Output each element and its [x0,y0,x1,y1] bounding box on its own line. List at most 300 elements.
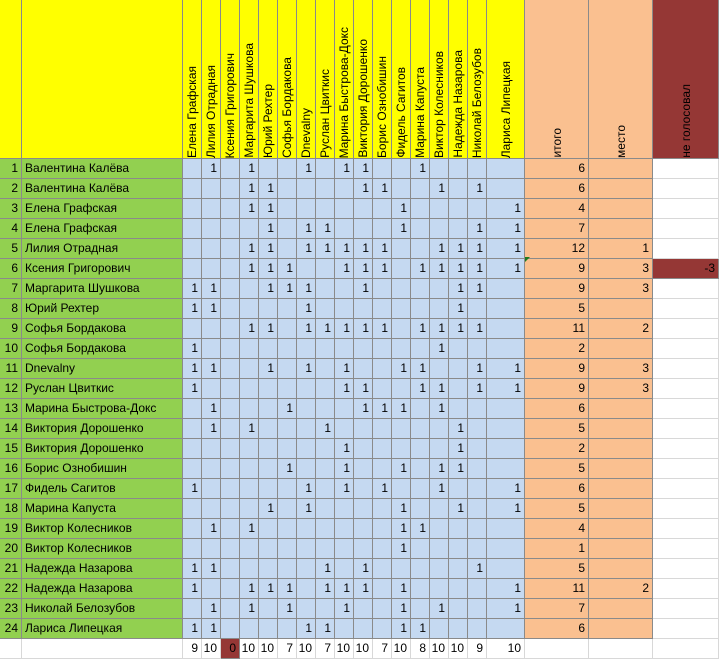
vote-cell[interactable] [449,579,468,599]
vote-cell[interactable] [487,339,525,359]
row-number[interactable]: 22 [0,579,22,599]
vote-cell[interactable] [259,299,278,319]
vote-cell[interactable] [259,559,278,579]
footer-count-cell[interactable]: 10 [449,639,468,659]
vote-cell[interactable]: 1 [278,579,297,599]
voter-header-11[interactable] [354,0,373,159]
vote-cell[interactable] [487,319,525,339]
vote-cell[interactable] [430,159,449,179]
vote-cell[interactable] [487,559,525,579]
vote-cell[interactable]: 1 [183,299,202,319]
vote-cell[interactable] [259,479,278,499]
vote-cell[interactable] [240,459,259,479]
vote-cell[interactable]: 1 [335,439,354,459]
vote-cell[interactable] [487,519,525,539]
vote-cell[interactable]: 1 [487,479,525,499]
row-number[interactable]: 12 [0,379,22,399]
total-cell[interactable]: 5 [525,499,589,519]
vote-cell[interactable] [240,339,259,359]
vote-cell[interactable]: 1 [487,579,525,599]
vote-cell[interactable] [373,439,392,459]
vote-cell[interactable]: 1 [202,599,221,619]
vote-cell[interactable] [468,159,487,179]
row-number[interactable]: 13 [0,399,22,419]
total-cell[interactable]: 9 [525,279,589,299]
footer-count-cell[interactable]: 10 [297,639,316,659]
vote-cell[interactable] [297,599,316,619]
vote-cell[interactable] [468,539,487,559]
vote-cell[interactable]: 1 [354,159,373,179]
vote-cell[interactable]: 1 [411,159,430,179]
row-name[interactable]: Елена Графская [22,219,183,239]
vote-cell[interactable] [278,539,297,559]
vote-cell[interactable] [449,339,468,359]
vote-cell[interactable] [316,539,335,559]
vote-cell[interactable] [411,439,430,459]
vote-cell[interactable]: 1 [430,479,449,499]
vote-cell[interactable] [487,179,525,199]
vote-cell[interactable] [487,419,525,439]
vote-cell[interactable] [297,179,316,199]
place-cell[interactable]: 2 [589,319,653,339]
vote-cell[interactable] [468,339,487,359]
footer-count-cell[interactable]: 7 [278,639,297,659]
vote-cell[interactable] [183,499,202,519]
place-cell[interactable]: 2 [589,579,653,599]
vote-cell[interactable] [221,579,240,599]
vote-cell[interactable] [354,519,373,539]
vote-cell[interactable]: 1 [449,319,468,339]
vote-cell[interactable] [278,419,297,439]
footer-count-cell[interactable]: 10 [240,639,259,659]
vote-cell[interactable]: 1 [297,239,316,259]
not-voted-cell[interactable] [653,579,719,599]
place-cell[interactable] [589,339,653,359]
vote-cell[interactable] [259,379,278,399]
total-cell[interactable]: 1 [525,539,589,559]
vote-cell[interactable] [449,559,468,579]
vote-cell[interactable] [392,559,411,579]
row-name[interactable]: Марина Капуста [22,499,183,519]
total-cell[interactable]: 5 [525,559,589,579]
vote-cell[interactable] [278,199,297,219]
row-name[interactable]: Лилия Отрадная [22,239,183,259]
vote-cell[interactable]: 1 [183,579,202,599]
vote-cell[interactable] [449,539,468,559]
vote-cell[interactable]: 1 [259,279,278,299]
vote-cell[interactable] [468,479,487,499]
vote-cell[interactable] [430,419,449,439]
vote-cell[interactable] [240,359,259,379]
vote-cell[interactable]: 1 [259,259,278,279]
vote-cell[interactable] [411,559,430,579]
place-cell[interactable] [589,439,653,459]
vote-cell[interactable]: 1 [183,339,202,359]
row-number[interactable]: 4 [0,219,22,239]
vote-cell[interactable]: 1 [278,259,297,279]
vote-cell[interactable]: 1 [278,399,297,419]
vote-cell[interactable] [411,599,430,619]
footer-empty[interactable] [653,639,719,659]
voter-header-4[interactable] [221,0,240,159]
not-voted-cell[interactable] [653,539,719,559]
vote-cell[interactable] [354,539,373,559]
vote-cell[interactable]: 1 [449,499,468,519]
vote-cell[interactable]: 1 [430,239,449,259]
vote-cell[interactable] [373,359,392,379]
vote-cell[interactable] [240,479,259,499]
vote-cell[interactable] [221,179,240,199]
vote-cell[interactable]: 1 [316,559,335,579]
footer-count-cell[interactable]: 10 [392,639,411,659]
vote-cell[interactable]: 1 [487,219,525,239]
vote-cell[interactable]: 1 [430,599,449,619]
vote-cell[interactable] [373,459,392,479]
vote-cell[interactable] [202,219,221,239]
vote-cell[interactable] [392,319,411,339]
vote-cell[interactable]: 1 [240,179,259,199]
vote-cell[interactable] [316,439,335,459]
not-voted-cell[interactable] [653,339,719,359]
vote-cell[interactable] [449,519,468,539]
vote-cell[interactable]: 1 [202,419,221,439]
voter-header-16[interactable] [449,0,468,159]
vote-cell[interactable] [221,459,240,479]
vote-cell[interactable] [487,279,525,299]
vote-cell[interactable] [259,599,278,619]
vote-cell[interactable] [468,399,487,419]
place-cell[interactable] [589,299,653,319]
vote-cell[interactable]: 1 [202,359,221,379]
vote-cell[interactable]: 1 [430,259,449,279]
row-name[interactable]: Виктор Колесников [22,519,183,539]
row-name[interactable]: Руслан Цвиткис [22,379,183,399]
vote-cell[interactable] [183,419,202,439]
vote-cell[interactable] [411,539,430,559]
vote-cell[interactable] [278,439,297,459]
place-cell[interactable] [589,179,653,199]
vote-cell[interactable] [430,219,449,239]
vote-cell[interactable] [297,399,316,419]
vote-cell[interactable] [411,279,430,299]
vote-cell[interactable]: 1 [354,579,373,599]
vote-cell[interactable] [202,479,221,499]
vote-cell[interactable] [259,159,278,179]
vote-cell[interactable] [316,399,335,419]
vote-cell[interactable]: 1 [297,299,316,319]
footer-empty[interactable] [0,639,22,659]
place-cell[interactable]: 3 [589,379,653,399]
vote-cell[interactable] [278,519,297,539]
row-number[interactable]: 15 [0,439,22,459]
vote-cell[interactable]: 1 [335,479,354,499]
vote-cell[interactable] [316,179,335,199]
vote-cell[interactable]: 1 [335,259,354,279]
row-number[interactable]: 8 [0,299,22,319]
vote-cell[interactable] [354,299,373,319]
vote-cell[interactable]: 1 [335,359,354,379]
vote-cell[interactable]: 1 [335,599,354,619]
vote-cell[interactable] [316,359,335,379]
vote-cell[interactable] [221,219,240,239]
vote-cell[interactable]: 1 [449,459,468,479]
voter-header-3[interactable] [202,0,221,159]
vote-cell[interactable] [278,219,297,239]
vote-cell[interactable] [316,159,335,179]
vote-cell[interactable] [354,219,373,239]
vote-cell[interactable] [297,259,316,279]
vote-cell[interactable] [468,459,487,479]
vote-cell[interactable] [221,279,240,299]
vote-cell[interactable]: 1 [183,359,202,379]
total-cell[interactable]: 9 [525,359,589,379]
vote-cell[interactable] [392,239,411,259]
vote-cell[interactable] [411,419,430,439]
vote-cell[interactable] [316,599,335,619]
row-name[interactable]: Маргарита Шушкова [22,279,183,299]
vote-cell[interactable]: 1 [316,619,335,639]
vote-cell[interactable] [468,599,487,619]
vote-cell[interactable]: 1 [240,239,259,259]
footer-empty[interactable] [525,639,589,659]
vote-cell[interactable] [411,479,430,499]
vote-cell[interactable] [335,499,354,519]
total-cell[interactable]: 9 [525,379,589,399]
row-number[interactable]: 21 [0,559,22,579]
vote-cell[interactable]: 1 [335,459,354,479]
vote-cell[interactable] [297,459,316,479]
vote-cell[interactable] [316,379,335,399]
vote-cell[interactable] [240,439,259,459]
vote-cell[interactable] [221,599,240,619]
vote-cell[interactable] [221,359,240,379]
place-header[interactable] [589,0,653,159]
not-voted-cell[interactable] [653,359,719,379]
vote-cell[interactable] [316,459,335,479]
total-header[interactable] [525,0,589,159]
not-voted-cell[interactable] [653,559,719,579]
total-cell[interactable]: 2 [525,339,589,359]
vote-cell[interactable] [221,259,240,279]
row-name[interactable]: Николай Белозубов [22,599,183,619]
footer-count-cell[interactable]: 10 [430,639,449,659]
vote-cell[interactable] [468,199,487,219]
vote-cell[interactable] [468,579,487,599]
vote-cell[interactable]: 1 [430,339,449,359]
vote-cell[interactable]: 1 [373,479,392,499]
vote-cell[interactable]: 1 [335,239,354,259]
vote-cell[interactable] [373,219,392,239]
vote-cell[interactable] [449,379,468,399]
vote-cell[interactable] [316,479,335,499]
vote-cell[interactable] [183,439,202,459]
total-cell[interactable]: 7 [525,219,589,239]
vote-cell[interactable] [373,599,392,619]
not-voted-cell[interactable] [653,319,719,339]
corner-cell[interactable] [0,0,22,159]
voter-header-2[interactable] [183,0,202,159]
vote-cell[interactable] [373,279,392,299]
footer-count-cell[interactable]: 10 [354,639,373,659]
vote-cell[interactable] [240,559,259,579]
vote-cell[interactable] [487,459,525,479]
not-voted-cell[interactable] [653,599,719,619]
vote-cell[interactable]: 1 [430,319,449,339]
vote-cell[interactable]: 1 [430,379,449,399]
place-cell[interactable] [589,219,653,239]
row-name[interactable]: Борис Ознобишин [22,459,183,479]
vote-cell[interactable] [259,519,278,539]
vote-cell[interactable] [373,539,392,559]
vote-cell[interactable] [221,439,240,459]
vote-cell[interactable] [468,499,487,519]
vote-cell[interactable] [202,259,221,279]
voter-header-18[interactable] [487,0,525,159]
place-cell[interactable] [589,519,653,539]
vote-cell[interactable] [278,499,297,519]
not-voted-cell[interactable] [653,619,719,639]
vote-cell[interactable] [316,199,335,219]
vote-cell[interactable]: 1 [240,259,259,279]
vote-cell[interactable] [354,599,373,619]
row-name[interactable]: Марина Быстрова-Докс [22,399,183,419]
vote-cell[interactable] [449,399,468,419]
vote-cell[interactable]: 1 [487,379,525,399]
vote-cell[interactable] [449,219,468,239]
vote-cell[interactable]: 1 [278,459,297,479]
vote-cell[interactable] [221,199,240,219]
vote-cell[interactable] [411,459,430,479]
vote-cell[interactable]: 1 [392,619,411,639]
vote-cell[interactable]: 1 [335,379,354,399]
vote-cell[interactable]: 1 [392,199,411,219]
footer-count-cell[interactable]: 10 [487,639,525,659]
vote-cell[interactable] [487,159,525,179]
place-cell[interactable] [589,539,653,559]
vote-cell[interactable] [468,439,487,459]
vote-cell[interactable] [316,279,335,299]
place-cell[interactable]: 3 [589,359,653,379]
vote-cell[interactable]: 1 [202,159,221,179]
vote-cell[interactable] [278,179,297,199]
row-number[interactable]: 14 [0,419,22,439]
total-cell[interactable]: 9 [525,259,589,279]
vote-cell[interactable] [183,539,202,559]
vote-cell[interactable]: 1 [240,419,259,439]
footer-count-cell[interactable]: 7 [316,639,335,659]
voter-header-12[interactable] [373,0,392,159]
vote-cell[interactable] [183,519,202,539]
vote-cell[interactable] [468,419,487,439]
vote-cell[interactable] [392,479,411,499]
vote-cell[interactable] [183,219,202,239]
vote-cell[interactable] [373,519,392,539]
vote-cell[interactable]: 1 [392,519,411,539]
vote-cell[interactable] [297,439,316,459]
vote-cell[interactable] [259,459,278,479]
vote-cell[interactable] [487,399,525,419]
vote-cell[interactable]: 1 [297,359,316,379]
vote-cell[interactable] [297,379,316,399]
vote-cell[interactable]: 1 [430,459,449,479]
vote-cell[interactable] [430,539,449,559]
vote-cell[interactable] [278,159,297,179]
vote-cell[interactable] [373,559,392,579]
footer-count-cell[interactable]: 7 [373,639,392,659]
vote-cell[interactable] [411,199,430,219]
vote-cell[interactable] [297,199,316,219]
vote-cell[interactable] [202,499,221,519]
not-voted-cell[interactable] [653,219,719,239]
not-voted-cell[interactable] [653,479,719,499]
vote-cell[interactable] [183,239,202,259]
vote-cell[interactable] [449,159,468,179]
vote-cell[interactable]: 1 [297,219,316,239]
vote-cell[interactable]: 1 [202,619,221,639]
vote-cell[interactable]: 1 [468,259,487,279]
vote-cell[interactable] [449,599,468,619]
vote-cell[interactable] [354,479,373,499]
vote-cell[interactable]: 1 [373,179,392,199]
vote-cell[interactable] [373,199,392,219]
vote-cell[interactable] [335,179,354,199]
vote-cell[interactable]: 1 [354,379,373,399]
vote-cell[interactable] [468,619,487,639]
vote-cell[interactable] [487,619,525,639]
vote-cell[interactable] [411,399,430,419]
vote-cell[interactable] [202,379,221,399]
vote-cell[interactable]: 1 [316,239,335,259]
vote-cell[interactable] [373,339,392,359]
vote-cell[interactable] [183,179,202,199]
total-cell[interactable]: 6 [525,479,589,499]
row-number[interactable]: 1 [0,159,22,179]
vote-cell[interactable]: 1 [259,199,278,219]
total-cell[interactable]: 6 [525,399,589,419]
total-cell[interactable]: 11 [525,319,589,339]
vote-cell[interactable] [373,619,392,639]
place-cell[interactable] [589,399,653,419]
vote-cell[interactable]: 1 [183,379,202,399]
footer-count-cell[interactable]: 0 [221,639,240,659]
vote-cell[interactable] [240,619,259,639]
vote-cell[interactable] [316,519,335,539]
vote-cell[interactable] [373,419,392,439]
row-name[interactable]: Софья Бордакова [22,319,183,339]
vote-cell[interactable] [240,399,259,419]
vote-cell[interactable] [449,619,468,639]
vote-cell[interactable]: 1 [468,359,487,379]
row-number[interactable]: 5 [0,239,22,259]
vote-cell[interactable]: 1 [487,259,525,279]
header-names-cell[interactable] [22,0,183,159]
total-cell[interactable]: 6 [525,179,589,199]
total-cell[interactable]: 6 [525,159,589,179]
vote-cell[interactable] [354,339,373,359]
voter-header-17[interactable] [468,0,487,159]
not-voted-cell[interactable] [653,179,719,199]
vote-cell[interactable] [316,499,335,519]
footer-count-cell[interactable]: 10 [335,639,354,659]
vote-cell[interactable]: 1 [183,559,202,579]
vote-cell[interactable]: 1 [183,279,202,299]
vote-cell[interactable] [297,519,316,539]
not-voted-cell[interactable] [653,419,719,439]
row-name[interactable]: Виктор Колесников [22,539,183,559]
vote-cell[interactable] [278,239,297,259]
vote-cell[interactable] [335,399,354,419]
vote-cell[interactable] [316,339,335,359]
